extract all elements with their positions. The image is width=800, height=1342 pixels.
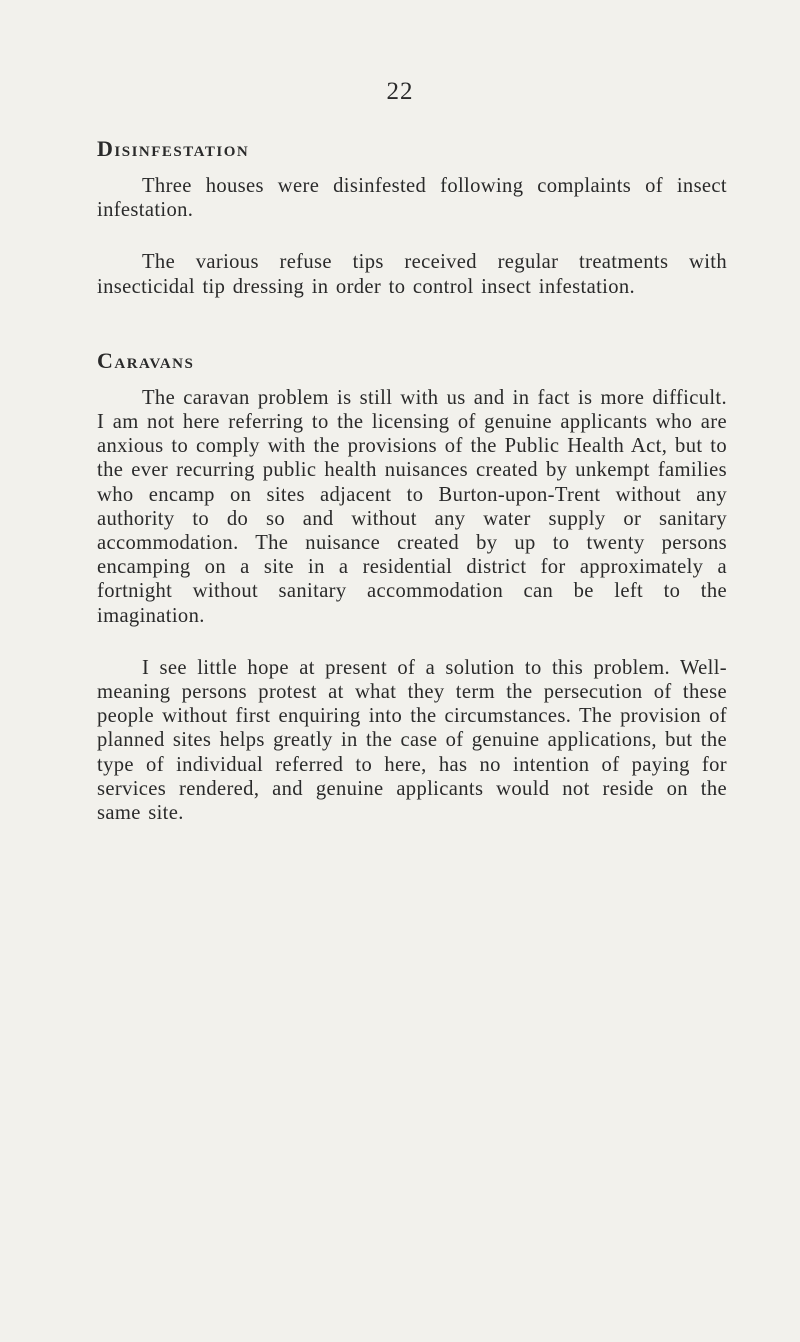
paragraph: Three houses were disinfested following complaints of insect infestation. xyxy=(97,175,727,222)
paragraph: The various refuse tips received regular treatments with insecticidal tip dressing in order to control insect infestation. xyxy=(97,251,727,298)
paragraph: The caravan problem is still with us and in fact is more difficult. I am not here referring to the licensing of genuine applicants who are anxious to comply with the provisions of the Public Health Act, but to the ever recurring public health nuisances created by unkempt families who encamp on sites adjacent to Burton-upon-Trent without any authority to do so and without any water supply or sanitary accommodation. The nuisance created by up to twenty persons encamping on a site in a residential district for approximately a fortnight without sanitary accommodation can be left to the imagination. xyxy=(97,386,727,627)
section-heading-disinfestation: Disinfestation xyxy=(97,136,250,161)
section-disinfestation xyxy=(97,134,727,299)
page-body xyxy=(97,134,727,825)
section-heading-caravans: Caravans xyxy=(97,347,195,373)
page-number: 22 xyxy=(386,78,414,105)
section-caravans xyxy=(97,346,727,825)
paragraph: I see little hope at present of a solution to this problem. Well-meaning persons protest at what they term the persecution of these people without first enquiring into the circumstances. The provision of planned sites helps greatly in the case of genuine applications, but the type of individual referred to here, has no intention of paying for services rendered, and genuine applicants would not reside on the same site. xyxy=(97,656,727,825)
